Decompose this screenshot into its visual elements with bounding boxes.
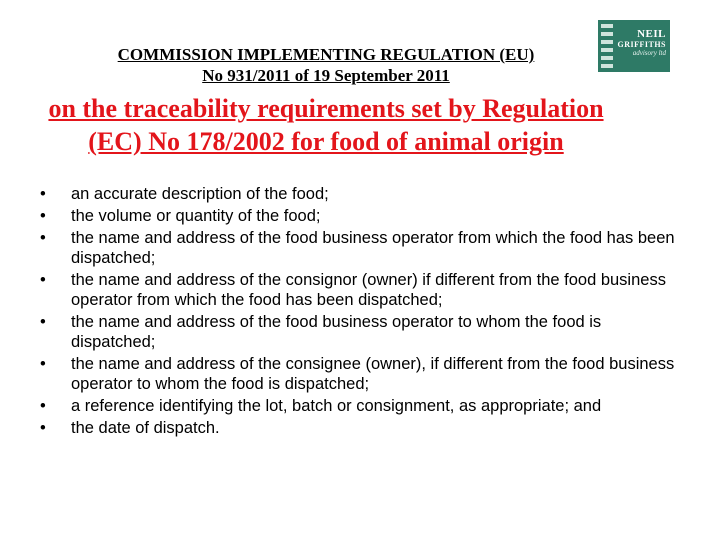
list-item-text: an accurate description of the food; bbox=[71, 185, 329, 203]
subtitle-line-1: on the traceability requirements set by Regulation bbox=[48, 94, 604, 123]
logo-line-2: GRIFFITHS bbox=[617, 40, 666, 49]
bullet-icon: • bbox=[40, 271, 46, 289]
list-item-text: the volume or quantity of the food; bbox=[71, 207, 321, 225]
logo-line-3: advisory ltd bbox=[632, 49, 666, 57]
logo-line-1: NEIL bbox=[637, 28, 666, 40]
list-item bbox=[40, 184, 690, 204]
list-item bbox=[40, 270, 690, 310]
bullet-icon: • bbox=[40, 355, 46, 373]
bullet-icon: • bbox=[40, 397, 46, 415]
subtitle-line-2: (EC) No 178/2002 for food of animal origin bbox=[88, 127, 564, 156]
list-item-text: the name and address of the consignee (owner), if different from the food business operator to whom the food is dispatched; bbox=[71, 355, 675, 393]
bullet-icon: • bbox=[40, 207, 46, 225]
list-item bbox=[40, 418, 690, 438]
bullet-icon: • bbox=[40, 229, 46, 247]
requirements-list bbox=[40, 184, 690, 440]
list-item-text: the name and address of the consignor (owner) if different from the food business operator from which the food has been dispatched; bbox=[71, 271, 666, 309]
bullet-icon: • bbox=[40, 313, 46, 331]
list-item bbox=[40, 206, 690, 226]
regulation-title: COMMISSION IMPLEMENTING REGULATION (EU) bbox=[117, 45, 535, 64]
list-item-text: the name and address of the food business operator to whom the food is dispatched; bbox=[71, 313, 602, 351]
list-item bbox=[40, 354, 690, 394]
bullet-icon: • bbox=[40, 419, 46, 437]
list-item bbox=[40, 312, 690, 352]
list-item bbox=[40, 228, 690, 268]
list-item-text: a reference identifying the lot, batch or consignment, as appropriate; and bbox=[71, 397, 602, 415]
bullet-icon: • bbox=[40, 185, 46, 203]
list-item-text: the date of dispatch. bbox=[71, 419, 220, 437]
regulation-number: No 931/2011 of 19 September 2011 bbox=[202, 66, 450, 85]
regulation-subtitle bbox=[0, 92, 652, 158]
list-item-text: the name and address of the food business operator from which the food has been dispatched; bbox=[71, 229, 675, 267]
list-item bbox=[40, 396, 690, 416]
